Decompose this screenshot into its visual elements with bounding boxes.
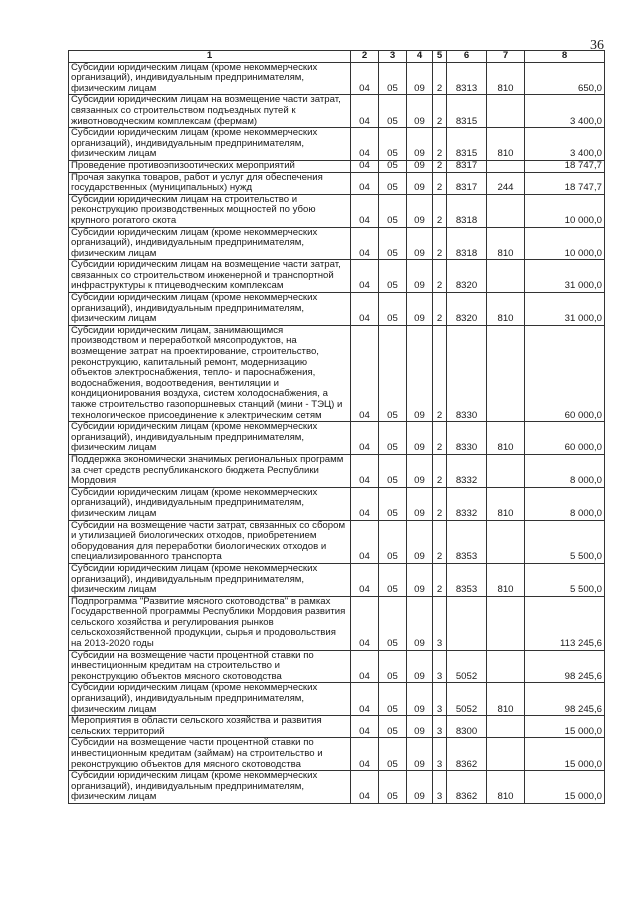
section-code-cell: 04 [351, 95, 379, 128]
expense-type-cell: 810 [487, 771, 525, 804]
expense-type-cell [487, 596, 525, 650]
target-code-cell: 8332 [447, 487, 487, 520]
expense-type-cell: 810 [487, 62, 525, 95]
subsection-code-cell: 05 [379, 260, 407, 293]
row-name-cell: Прочая закупка товаров, работ и услуг для обеспечения государственных (муниципальных) нужд [69, 172, 351, 194]
row-name-cell: Субсидии юридическим лицам (кроме некоммерческих организаций), индивидуальным предпринимателям, физическим лицам [69, 422, 351, 455]
program-code-cell: 2 [433, 227, 447, 260]
table-row [69, 596, 605, 650]
program-code-cell: 3 [433, 683, 447, 716]
program-code-cell: 2 [433, 520, 447, 563]
article-code-cell: 09 [407, 95, 433, 128]
target-code-cell: 8300 [447, 716, 487, 738]
table-row [69, 260, 605, 293]
row-name-cell: Субсидии на возмещение части процентной ставки по инвестиционным кредитам на строительство и реконструкцию объектов мясного скотоводства [69, 650, 351, 683]
row-name-cell: Проведение противоэпизоотических мероприятий [69, 160, 351, 172]
subsection-code-cell: 05 [379, 293, 407, 326]
section-code-cell: 04 [351, 422, 379, 455]
article-code-cell: 09 [407, 227, 433, 260]
section-code-cell: 04 [351, 293, 379, 326]
subsection-code-cell: 05 [379, 596, 407, 650]
table-row [69, 160, 605, 172]
table-row [69, 95, 605, 128]
table-row [69, 172, 605, 194]
target-code-cell: 8353 [447, 563, 487, 596]
table-row [69, 716, 605, 738]
subsection-code-cell: 05 [379, 325, 407, 421]
program-code-cell: 2 [433, 563, 447, 596]
subsection-code-cell: 05 [379, 738, 407, 771]
expense-type-cell [487, 738, 525, 771]
section-code-cell: 04 [351, 716, 379, 738]
column-header: 6 [447, 51, 487, 63]
subsection-code-cell: 05 [379, 520, 407, 563]
amount-cell: 3 400,0 [525, 128, 605, 161]
article-code-cell: 09 [407, 422, 433, 455]
target-code-cell: 8317 [447, 160, 487, 172]
table-body [69, 62, 605, 803]
section-code-cell: 04 [351, 683, 379, 716]
column-header: 5 [433, 51, 447, 63]
target-code-cell: 8332 [447, 454, 487, 487]
target-code-cell: 5052 [447, 683, 487, 716]
target-code-cell: 8362 [447, 771, 487, 804]
program-code-cell: 3 [433, 650, 447, 683]
expense-type-cell: 810 [487, 293, 525, 326]
target-code-cell [447, 596, 487, 650]
table-row [69, 650, 605, 683]
expense-type-cell [487, 325, 525, 421]
row-name-cell: Субсидии юридическим лицам (кроме некоммерческих организаций), индивидуальным предпринимателям, физическим лицам [69, 563, 351, 596]
table-row [69, 293, 605, 326]
amount-cell: 31 000,0 [525, 293, 605, 326]
section-code-cell: 04 [351, 771, 379, 804]
expense-type-cell: 810 [487, 487, 525, 520]
article-code-cell: 09 [407, 293, 433, 326]
program-code-cell: 2 [433, 454, 447, 487]
amount-cell: 8 000,0 [525, 454, 605, 487]
subsection-code-cell: 05 [379, 454, 407, 487]
column-header: 7 [487, 51, 525, 63]
subsection-code-cell: 05 [379, 563, 407, 596]
amount-cell: 15 000,0 [525, 716, 605, 738]
amount-cell: 60 000,0 [525, 422, 605, 455]
program-code-cell: 2 [433, 260, 447, 293]
amount-cell: 8 000,0 [525, 487, 605, 520]
target-code-cell: 8353 [447, 520, 487, 563]
subsection-code-cell: 05 [379, 194, 407, 227]
section-code-cell: 04 [351, 520, 379, 563]
column-header: 2 [351, 51, 379, 63]
table-row [69, 227, 605, 260]
column-header: 4 [407, 51, 433, 63]
article-code-cell: 09 [407, 160, 433, 172]
subsection-code-cell: 05 [379, 716, 407, 738]
program-code-cell: 2 [433, 160, 447, 172]
table-row [69, 422, 605, 455]
subsection-code-cell: 05 [379, 160, 407, 172]
amount-cell: 98 245,6 [525, 650, 605, 683]
subsection-code-cell: 05 [379, 128, 407, 161]
section-code-cell: 04 [351, 650, 379, 683]
section-code-cell: 04 [351, 325, 379, 421]
amount-cell: 98 245,6 [525, 683, 605, 716]
section-code-cell: 04 [351, 160, 379, 172]
expense-type-cell [487, 454, 525, 487]
amount-cell: 3 400,0 [525, 95, 605, 128]
row-name-cell: Субсидии юридическим лицам (кроме некоммерческих организаций), индивидуальным предпринимателям, физическим лицам [69, 683, 351, 716]
expense-type-cell [487, 160, 525, 172]
target-code-cell: 8330 [447, 422, 487, 455]
subsection-code-cell: 05 [379, 487, 407, 520]
subsection-code-cell: 05 [379, 683, 407, 716]
row-name-cell: Поддержка экономически значимых региональных программ за счет средств республиканского бюджета Республики Мордовия [69, 454, 351, 487]
target-code-cell: 8330 [447, 325, 487, 421]
row-name-cell: Субсидии юридическим лицам на возмещение части затрат, связанных со строительством инженерной и транспортной инфраструктуры к птицеводческим комплексам [69, 260, 351, 293]
section-code-cell: 04 [351, 172, 379, 194]
row-name-cell: Подпрограмма "Развитие мясного скотоводства" в рамках Государственной программы Республики Мордовия развития сельского хозяйства и регулирования рынков сельскохозяйственной продукции, сырья и продовольствия на 2013-2020 годы [69, 596, 351, 650]
program-code-cell: 3 [433, 738, 447, 771]
expense-type-cell [487, 520, 525, 563]
subsection-code-cell: 05 [379, 62, 407, 95]
program-code-cell: 2 [433, 325, 447, 421]
target-code-cell: 8315 [447, 128, 487, 161]
article-code-cell: 09 [407, 260, 433, 293]
target-code-cell: 8315 [447, 95, 487, 128]
article-code-cell: 09 [407, 650, 433, 683]
table-row [69, 454, 605, 487]
row-name-cell: Субсидии юридическим лицам (кроме некоммерческих организаций), индивидуальным предпринимателям, физическим лицам [69, 128, 351, 161]
table-row [69, 563, 605, 596]
subsection-code-cell: 05 [379, 650, 407, 683]
article-code-cell: 09 [407, 172, 433, 194]
budget-table [68, 50, 605, 804]
subsection-code-cell: 05 [379, 227, 407, 260]
row-name-cell: Субсидии юридическим лицам (кроме некоммерческих организаций), индивидуальным предпринимателям, физическим лицам [69, 293, 351, 326]
article-code-cell: 09 [407, 520, 433, 563]
subsection-code-cell: 05 [379, 172, 407, 194]
expense-type-cell: 244 [487, 172, 525, 194]
program-code-cell: 3 [433, 596, 447, 650]
article-code-cell: 09 [407, 771, 433, 804]
article-code-cell: 09 [407, 454, 433, 487]
table-row [69, 128, 605, 161]
expense-type-cell [487, 194, 525, 227]
row-name-cell: Субсидии юридическим лицам на возмещение части затрат, связанных со строительством подъездных путей к животноводческим комплексам (фермам) [69, 95, 351, 128]
program-code-cell: 2 [433, 487, 447, 520]
amount-cell: 5 500,0 [525, 520, 605, 563]
column-header: 3 [379, 51, 407, 63]
article-code-cell: 09 [407, 738, 433, 771]
amount-cell: 31 000,0 [525, 260, 605, 293]
row-name-cell: Субсидии юридическим лицам на строительство и реконструкцию производственных мощностей по убою крупного рогатого скота [69, 194, 351, 227]
table-header-row [69, 51, 605, 63]
expense-type-cell: 810 [487, 563, 525, 596]
target-code-cell: 8362 [447, 738, 487, 771]
article-code-cell: 09 [407, 596, 433, 650]
article-code-cell: 09 [407, 683, 433, 716]
amount-cell: 113 245,6 [525, 596, 605, 650]
target-code-cell: 8313 [447, 62, 487, 95]
section-code-cell: 04 [351, 62, 379, 95]
amount-cell: 60 000,0 [525, 325, 605, 421]
program-code-cell: 2 [433, 422, 447, 455]
table-row [69, 771, 605, 804]
program-code-cell: 2 [433, 95, 447, 128]
target-code-cell: 8320 [447, 293, 487, 326]
row-name-cell: Субсидии юридическим лицам (кроме некоммерческих организаций), индивидуальным предпринимателям, физическим лицам [69, 771, 351, 804]
expense-type-cell [487, 650, 525, 683]
row-name-cell: Субсидии юридическим лицам, занимающимся производством и переработкой мясопродуктов, на возмещение затрат на проектирование, строительство, реконструкцию, капитальный ремонт, модернизацию объектов электроснабжения, тепло- и пароснабжения, водоснабжения, водоотведения, вентиляции и кондиционирования воздуха, систем холодоснабжения, а также строительство газопоршневых станций (мини - ТЭЦ) и технологическое присоединение к электрическим сетям [69, 325, 351, 421]
table-row [69, 325, 605, 421]
subsection-code-cell: 05 [379, 422, 407, 455]
program-code-cell: 3 [433, 716, 447, 738]
table-row [69, 683, 605, 716]
program-code-cell: 2 [433, 128, 447, 161]
article-code-cell: 09 [407, 194, 433, 227]
expense-type-cell [487, 716, 525, 738]
article-code-cell: 09 [407, 563, 433, 596]
table-row [69, 194, 605, 227]
row-name-cell: Субсидии юридическим лицам (кроме некоммерческих организаций), индивидуальным предпринимателям, физическим лицам [69, 487, 351, 520]
subsection-code-cell: 05 [379, 771, 407, 804]
section-code-cell: 04 [351, 563, 379, 596]
column-header: 8 [525, 51, 605, 63]
section-code-cell: 04 [351, 454, 379, 487]
section-code-cell: 04 [351, 487, 379, 520]
program-code-cell: 2 [433, 172, 447, 194]
expense-type-cell: 810 [487, 227, 525, 260]
expense-type-cell: 810 [487, 683, 525, 716]
amount-cell: 18 747,7 [525, 172, 605, 194]
section-code-cell: 04 [351, 227, 379, 260]
row-name-cell: Субсидии юридическим лицам (кроме некоммерческих организаций), индивидуальным предпринимателям, физическим лицам [69, 227, 351, 260]
row-name-cell: Субсидии на возмещение части затрат, связанных со сбором и утилизацией биологических отходов, приобретением оборудования для переработки биологических отходов и специализированного транспорта [69, 520, 351, 563]
amount-cell: 15 000,0 [525, 738, 605, 771]
program-code-cell: 2 [433, 62, 447, 95]
section-code-cell: 04 [351, 260, 379, 293]
section-code-cell: 04 [351, 596, 379, 650]
article-code-cell: 09 [407, 325, 433, 421]
table-row [69, 738, 605, 771]
section-code-cell: 04 [351, 194, 379, 227]
table-row [69, 62, 605, 95]
amount-cell: 10 000,0 [525, 227, 605, 260]
section-code-cell: 04 [351, 128, 379, 161]
article-code-cell: 09 [407, 487, 433, 520]
expense-type-cell [487, 95, 525, 128]
subsection-code-cell: 05 [379, 95, 407, 128]
amount-cell: 10 000,0 [525, 194, 605, 227]
row-name-cell: Субсидии на возмещение части процентной ставки по инвестиционным кредитам (займам) на строительство и реконструкцию объектов для мясного скотоводства [69, 738, 351, 771]
target-code-cell: 8320 [447, 260, 487, 293]
row-name-cell: Субсидии юридическим лицам (кроме некоммерческих организаций), индивидуальным предпринимателям, физическим лицам [69, 62, 351, 95]
program-code-cell: 3 [433, 771, 447, 804]
target-code-cell: 5052 [447, 650, 487, 683]
table-row [69, 487, 605, 520]
amount-cell: 15 000,0 [525, 771, 605, 804]
amount-cell: 650,0 [525, 62, 605, 95]
program-code-cell: 2 [433, 293, 447, 326]
amount-cell: 5 500,0 [525, 563, 605, 596]
target-code-cell: 8317 [447, 172, 487, 194]
article-code-cell: 09 [407, 716, 433, 738]
expense-type-cell: 810 [487, 422, 525, 455]
table-row [69, 520, 605, 563]
amount-cell: 18 747,7 [525, 160, 605, 172]
target-code-cell: 8318 [447, 194, 487, 227]
article-code-cell: 09 [407, 62, 433, 95]
column-header: 1 [69, 51, 351, 63]
page-number: 36 [590, 38, 604, 53]
target-code-cell: 8318 [447, 227, 487, 260]
row-name-cell: Мероприятия в области сельского хозяйства и развития сельских территорий [69, 716, 351, 738]
program-code-cell: 2 [433, 194, 447, 227]
section-code-cell: 04 [351, 738, 379, 771]
expense-type-cell: 810 [487, 128, 525, 161]
article-code-cell: 09 [407, 128, 433, 161]
expense-type-cell [487, 260, 525, 293]
